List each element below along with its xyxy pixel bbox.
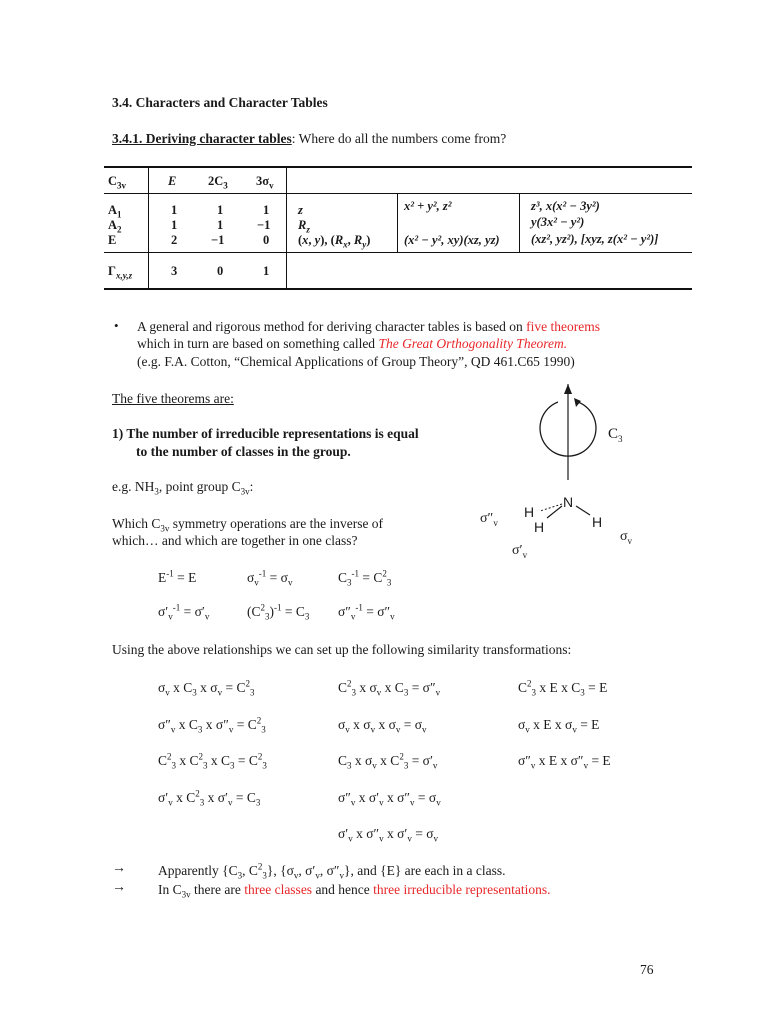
transform-1-2: $C^2_3$ x $\sigma_v$ x $C_3 = \sigma''_v$ [338, 678, 441, 698]
which-line-1: Which $C_{3v}$ symmetry operations are the inverse of [112, 516, 384, 534]
cell-e-quadratic: (x² − y², xy)(xz, yz) [404, 233, 500, 247]
cell-e-linear: (x, y), ($R_x$, $R_y$) [298, 233, 371, 250]
bullet-line-1: A general and rigorous method for deriving character tables is based on five theorems [137, 319, 600, 334]
cell-e-2c3: −1 [211, 233, 225, 247]
cell-e-3sv: 0 [263, 233, 270, 247]
cell-a1-linear: z [298, 203, 303, 217]
cell-e-e: 2 [171, 233, 178, 247]
axis-arrowhead [564, 384, 572, 394]
atom-h-mid: H [534, 519, 545, 535]
transform-2-3: $\sigma_v$ x E x $\sigma_v = E$ [518, 717, 600, 735]
theorem-1-line-1: 1) The number of irreducible representations is equal [112, 426, 419, 441]
irrep-a2: $A_2$ [108, 218, 122, 235]
inverse-c3-squared: $(C^2_3)^{-1} = C_3$ [247, 602, 310, 622]
table-header-3sv: $3\sigma_v$ [256, 174, 274, 191]
c3-axis-label: $C_3$ [608, 426, 623, 444]
atom-h-left: H [524, 504, 535, 520]
bond-n-h-right [576, 506, 590, 515]
three-irreps-highlight: three irreducible representations. [373, 882, 551, 897]
cell-a2-e: 1 [171, 218, 178, 232]
orthogonality-theorem-highlight: The Great Orthogonality Theorem. [378, 336, 568, 351]
transform-1-1: $\sigma_v$ x $C_3$ x $\sigma_v = C^2_3$ [158, 678, 255, 698]
five-theorems-highlight: five theorems [526, 319, 600, 334]
transform-3-3: $\sigma''_v$ x E x $\sigma''_v = E$ [518, 753, 611, 771]
subsection-title: 3.4.1. Deriving character tables [112, 131, 292, 146]
subsection-question: : Where do all the numbers come from? [291, 131, 507, 146]
inverse-sigma-v2: $\sigma''_v^{-1} = \sigma''_v$ [338, 602, 395, 622]
bullet-dot: • [114, 318, 119, 333]
conclusion-2: In $C_{3v}$ there are three classes and hence three irreducible representations. [158, 882, 551, 900]
three-classes-highlight: three classes [244, 882, 313, 897]
arrow-icon: → [112, 861, 126, 876]
sigma-v1-label: $\sigma'_v$ [512, 543, 528, 560]
bond-n-h-left [540, 504, 562, 511]
inverse-e: $E^{-1} = E$ [158, 568, 197, 585]
gamma-label: $\Gamma_{x,y,z}$ [108, 264, 133, 281]
cell-a1-2c3: 1 [217, 203, 224, 217]
cell-a1-cubic: z³, x(x² − 3y²) [531, 199, 600, 213]
conclusion-1: Apparently {$C_3$, $C^2_3$}, {$\sigma_v$, $\sigma'_v$, $\sigma''_v$}, and {E} are each in a class. [158, 861, 506, 881]
transform-1-3: $C^2_3$ x E x $C_3 = E$ [518, 678, 608, 698]
cell-a1-e: 1 [171, 203, 178, 217]
transform-3-2: $C_3$ x $\sigma_v$ x $C^2_3 = \sigma'_v$ [338, 751, 438, 771]
table-header-e: E [168, 174, 177, 188]
cell-a2-2c3: 1 [217, 218, 224, 232]
five-theorems-label: The five theorems are: [112, 391, 234, 406]
transform-2-2: $\sigma_v$ x $\sigma_v$ x $\sigma_v = \sigma_v$ [338, 717, 427, 735]
transform-5-2: $\sigma'_v$ x $\sigma''_v$ x $\sigma'_v = \sigma_v$ [338, 826, 439, 844]
bullet-line-3: (e.g. F.A. Cotton, “Chemical Applications of Group Theory”, QD 461.C65 1990) [137, 354, 575, 369]
which-line-2: which… and which are together in one class? [112, 533, 358, 548]
inverse-c3: $C_3^{-1} = C^2_3$ [338, 568, 392, 588]
transform-2-1: $\sigma''_v$ x $C_3$ x $\sigma''_v = C^2_3$ [158, 715, 266, 735]
transform-3-1: $C^2_3$ x $C^2_3$ x $C_3 = C^2_3$ [158, 751, 267, 771]
sigma-v-label: $\sigma_v$ [620, 529, 633, 546]
gamma-2c3: 0 [217, 264, 224, 278]
gamma-e: 3 [171, 264, 178, 278]
cell-a2-3sv: −1 [257, 218, 271, 232]
atom-h-right: H [592, 514, 603, 530]
cell-a1-quadratic: x² + y², z² [404, 199, 452, 213]
irrep-a1: $A_1$ [108, 203, 122, 220]
section-title: 3.4. Characters and Character Tables [112, 95, 328, 110]
example-line: e.g. $NH_3$, point group $C_{3v}$: [112, 479, 254, 497]
gamma-3sv: 1 [263, 264, 270, 278]
cell-a2-cubic: y(3x² − y²) [531, 215, 585, 229]
cell-e-cubic: (xz², yz²), [xyz, z(x² − y²)] [531, 232, 659, 246]
transform-4-1: $\sigma'_v$ x $C^2_3$ x $\sigma'_v = C_3$ [158, 788, 261, 808]
atom-n: N [563, 494, 574, 510]
sigma-v2-label: $\sigma''_v$ [480, 511, 498, 528]
irrep-e: E [108, 233, 117, 247]
subsection-heading [112, 130, 506, 147]
inverse-sigma-v1: $\sigma'_v^{-1} = \sigma'_v$ [158, 602, 210, 622]
cell-a1-3sv: 1 [263, 203, 270, 217]
transform-4-2: $\sigma''_v$ x $\sigma'_v$ x $\sigma''_v = \sigma_v$ [338, 790, 441, 808]
cell-a2-linear: $R_z$ [298, 218, 310, 235]
theorem-1-line-2: to the number of classes in the group. [136, 444, 351, 459]
similarity-intro: Using the above relationships we can set up the following similarity transformations: [112, 642, 572, 657]
table-header-2c3: $2C_3$ [208, 174, 228, 191]
character-table [104, 166, 692, 290]
nh3-molecule-diagram [470, 382, 650, 568]
inverse-sigma-v: $\sigma_v^{-1} = \sigma_v$ [247, 568, 293, 588]
bullet-line-2: which in turn are based on something called The Great Orthogonality Theorem. [137, 336, 568, 351]
arrow-icon: → [112, 880, 126, 895]
table-group-label: $C_{3v}$ [108, 174, 127, 191]
page-number: 76 [640, 962, 654, 977]
